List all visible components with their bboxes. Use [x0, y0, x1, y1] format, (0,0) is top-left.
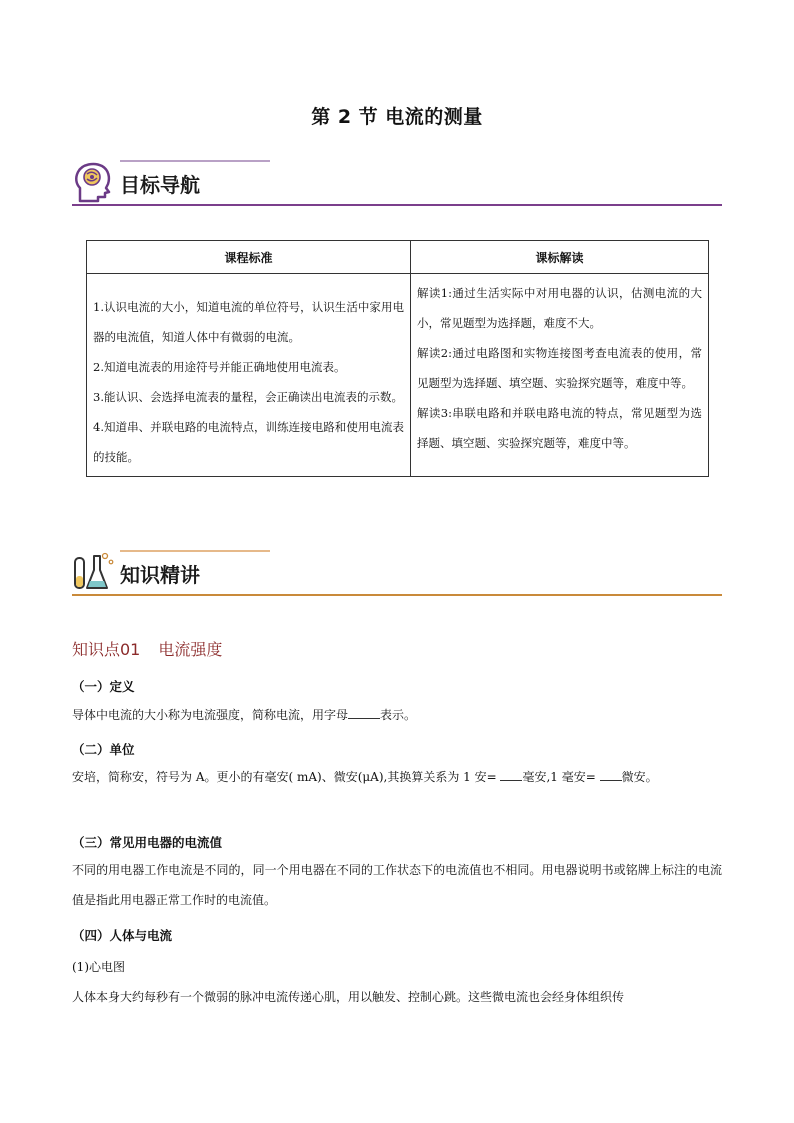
- standard-item: 3.能认识、会选择电流表的量程，会正确读出电流表的示数。: [93, 390, 403, 404]
- fill-blank[interactable]: [348, 706, 380, 719]
- text-span: 安培，简称安，符号为 A。更小的有毫安( mA)、微安(μA),其换算关系为 1 安=: [72, 770, 501, 784]
- interpretation-cell: [411, 274, 709, 477]
- table-header-row: [87, 241, 709, 274]
- knowledge-point-name: 电流强度: [158, 640, 223, 659]
- standard-item: 4.知道串、并联电路的电流特点，训练连接电路和使用电流表的技能。: [93, 420, 404, 464]
- standards-cell: [87, 274, 411, 477]
- header-top-line: [120, 160, 270, 162]
- section-title-knowledge: 知识精讲: [120, 563, 200, 587]
- human-body-paragraph: 人体本身大约每秒有一个微弱的脉冲电流传递心肌，用以触发、控制心跳。这些微电流也会经身体组织传: [72, 990, 625, 1004]
- text-span: 微安。: [621, 770, 658, 784]
- header-top-line: [120, 550, 270, 552]
- section-header-goal: [72, 160, 722, 206]
- table-header-interpretation: 课标解读: [411, 241, 709, 274]
- interpretation-item: 解读3:串联电路和并联电路电流的特点，常见题型为选择题、填空题、实验探究题等，难度中等。: [417, 406, 702, 450]
- text-span: 导体中电流的大小称为电流强度，简称电流，用字母: [72, 708, 349, 722]
- definition-paragraph: [72, 700, 722, 730]
- standard-item: 2.知道电流表的用途符号并能正确地使用电流表。: [93, 360, 346, 374]
- subheading-appliance-current: （三）常见用电器的电流值: [72, 835, 223, 850]
- lab-flask-icon: [72, 550, 116, 594]
- table-header-standard: 课程标准: [87, 241, 411, 274]
- knowledge-point-title: [72, 637, 240, 660]
- subheading-human-body: （四）人体与电流: [72, 928, 173, 943]
- ecg-item: (1)心电图: [72, 960, 125, 974]
- header-underline: [72, 204, 722, 206]
- section-title-goal: 目标导航: [120, 173, 200, 197]
- standard-item: 1.认识电流的大小，知道电流的单位符号，认识生活中家用电器的电流值，知道人体中有微弱的电流。: [93, 300, 404, 344]
- unit-paragraph: [72, 762, 722, 792]
- appliance-paragraph: 不同的用电器工作电流是不同的，同一个用电器在不同的工作状态下的电流值也不相同。用电器说明书或铭牌上标注的电流值是指此用电器正常工作时的电流值。: [72, 863, 722, 907]
- fill-blank[interactable]: [600, 768, 622, 781]
- text-span: 毫安,1 毫安=: [522, 770, 600, 784]
- interpretation-item: 解读2:通过电路图和实物连接图考查电流表的使用，常见题型为选择题、填空题、实验探究题等，难度中等。: [417, 346, 702, 390]
- subheading-definition: （一）定义: [72, 679, 135, 694]
- page-title: 第 2 节 电流的测量: [311, 106, 483, 128]
- table-row: [87, 274, 709, 477]
- text-span: 表示。: [380, 708, 417, 722]
- header-underline: [72, 594, 722, 596]
- brain-head-icon: [72, 160, 116, 204]
- knowledge-point-number: 知识点01: [72, 640, 141, 659]
- section-header-knowledge: [72, 550, 722, 596]
- fill-blank[interactable]: [500, 768, 522, 781]
- standards-table: [86, 240, 709, 477]
- interpretation-item: 解读1:通过生活实际中对用电器的认识，估测电流的大小，常见题型为选择题，难度不大。: [417, 286, 702, 330]
- subheading-unit: （二）单位: [72, 742, 135, 757]
